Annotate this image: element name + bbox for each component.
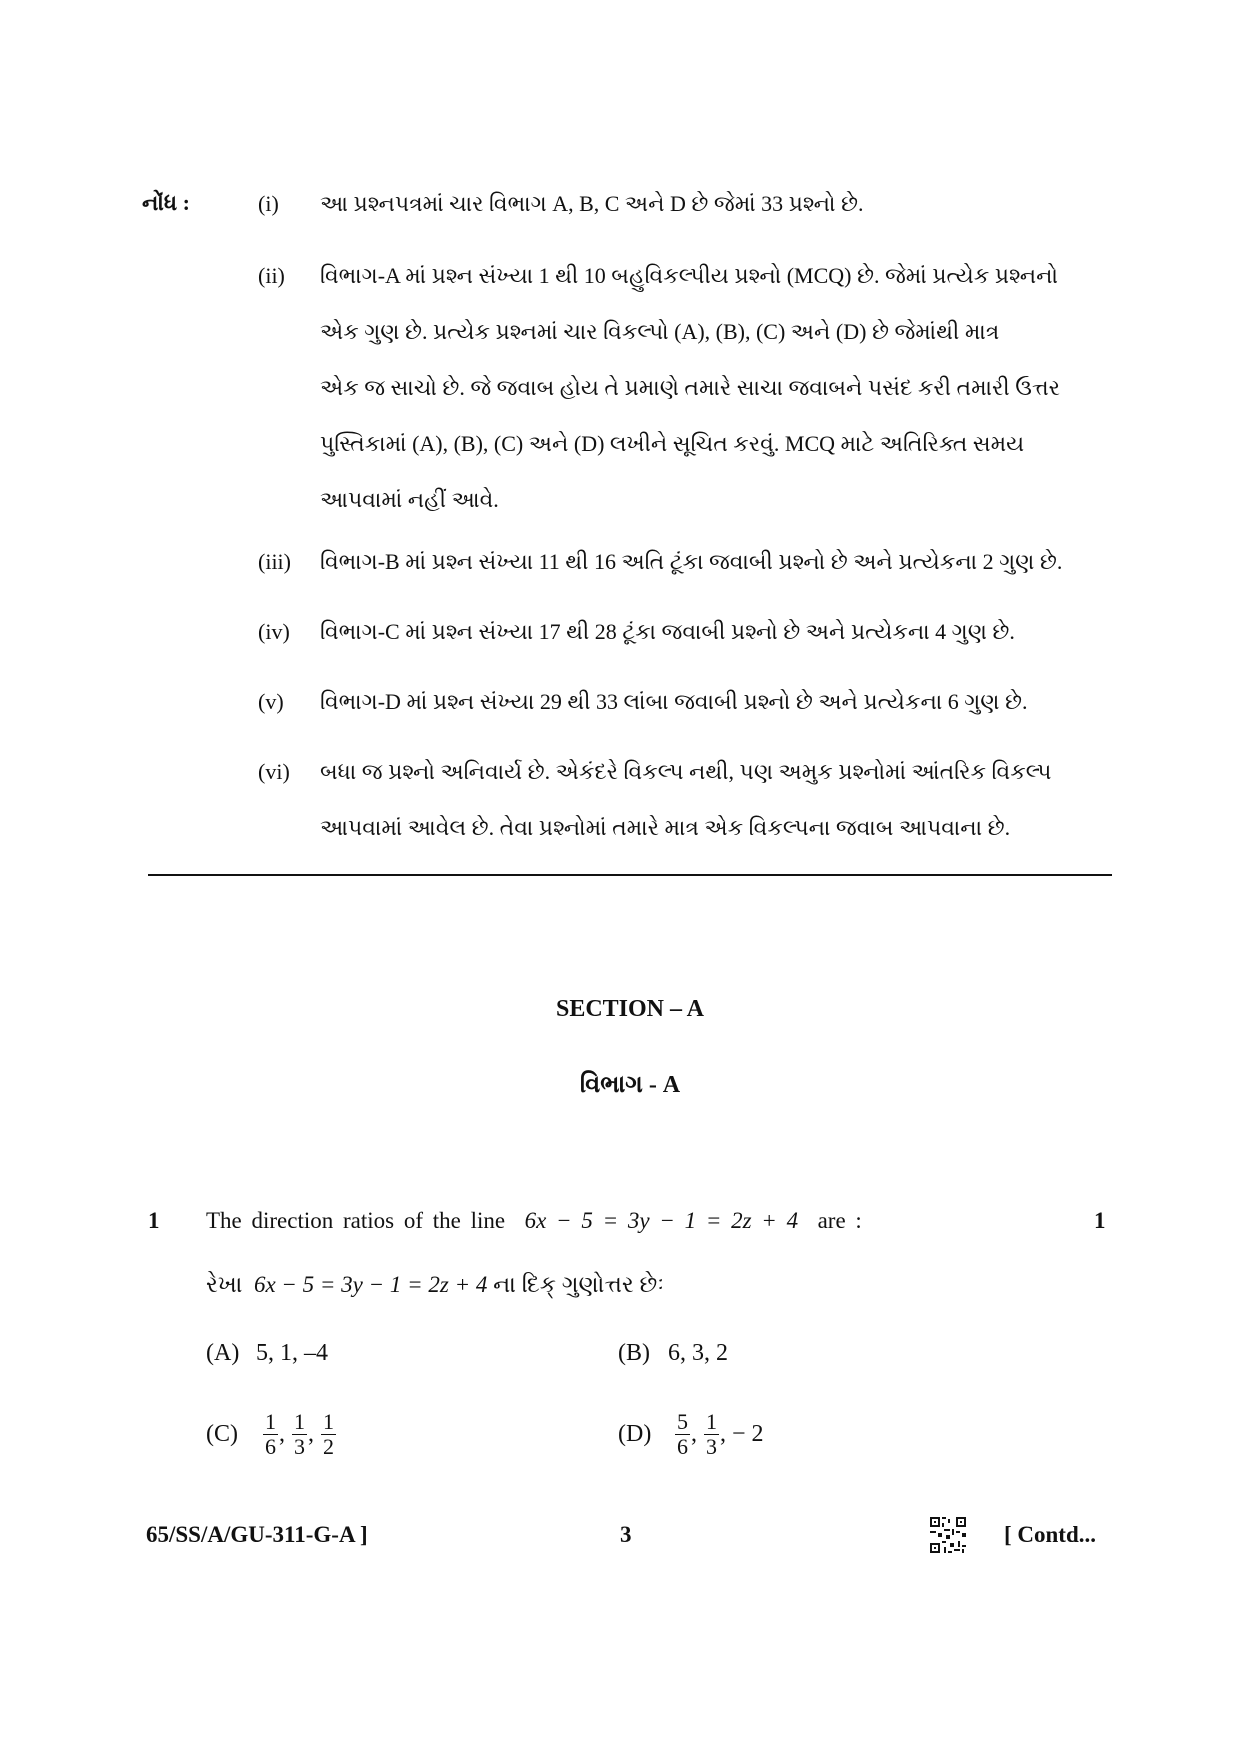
note-number: (vi) (258, 759, 290, 784)
continued-label: [ Contd... (1004, 1522, 1097, 1547)
section-title: SECTION – A (555, 996, 705, 1022)
option-label: (D) (618, 1421, 652, 1447)
note-line: આ પ્રશ્નપત્રમાં ચાર વિભાગ A, B, C અને D છે જેમાં 33 પ્રશ્નો છે. (320, 191, 864, 216)
option-a (206, 1340, 328, 1367)
note-item-1 (258, 176, 1128, 232)
question-number: 1 (148, 1208, 160, 1233)
note-line: આપવામાં નહીં આવે. (320, 487, 499, 512)
question-gu-before: રેખા (206, 1272, 243, 1297)
note-number: (iii) (258, 549, 291, 574)
note-number: (v) (258, 689, 284, 714)
note-line: વિભાગ-B માં પ્રશ્ન સંખ્યા 11 થી 16 અતિ ટૂંકા જવાબી પ્રશ્નો છે અને પ્રત્યેકના 2 ગુણ છે. (320, 549, 1063, 574)
fraction: $\frac{1}{3}$ (706, 1409, 717, 1459)
question-text (206, 1208, 862, 1234)
fraction: $\frac{1}{6}$ (265, 1409, 276, 1459)
note-line: પુસ્તિકામાં (A), (B), (C) અને (D) લખીને સૂચિત કરવું. MCQ માટે અતિરિક્ત સમય (320, 431, 1025, 456)
fraction: $\frac{1}{2}$ (323, 1409, 334, 1459)
option-label: (A) (206, 1340, 240, 1366)
option-d: (D) $\frac{5}{6}$ , $\frac{1}{3}$ , − 2 (618, 1409, 764, 1459)
question-gu-equation: 6x − 5 = 3y − 1 = 2z + 4 (253, 1272, 488, 1297)
option-b (618, 1340, 728, 1367)
option-label: (C) (206, 1421, 238, 1447)
note-item-3 (258, 534, 1128, 590)
note-item-2 (258, 248, 1128, 528)
qr-code-icon (928, 1515, 968, 1555)
option-tail: − 2 (732, 1421, 764, 1447)
note-line: એક જ સાચો છે. જે જવાબ હોય તે પ્રમાણે તમારે સાચા જવાબને પસંદ કરી તમારી ઉત્તર (320, 375, 1061, 400)
question-marks: 1 (1094, 1208, 1106, 1233)
divider-rule (148, 874, 1112, 876)
question-text-after: are : (817, 1208, 862, 1233)
note-line: એક ગુણ છે. પ્રત્યેક પ્રશ્નમાં ચાર વિકલ્પો (A), (B), (C) અને (D) છે જેમાંથી માત્ર (320, 319, 1000, 344)
section-subtitle: વિભાગ - A (579, 1072, 681, 1098)
paper-code: 65/SS/A/GU-311-G-A ] (146, 1522, 368, 1547)
note-number: (i) (258, 191, 279, 216)
option-value: 5, 1, –4 (256, 1340, 328, 1366)
note-line: બધા જ પ્રશ્નો અનિવાર્ય છે. એકંદરે વિકલ્પ નથી, પણ અમુક પ્રશ્નોમાં આંતરિક વિકલ્પ (320, 759, 1052, 784)
question-equation: 6x − 5 = 3y − 1 = 2z + 4 (524, 1208, 799, 1233)
note-label: નોંધ : (142, 190, 190, 215)
note-item-5 (258, 674, 1128, 730)
question-gu-after: ના દિક્ ગુણોત્તર છેઃ (493, 1272, 664, 1297)
question-text-before: The direction ratios of the line (206, 1208, 506, 1233)
note-number: (ii) (258, 263, 285, 288)
fraction: $\frac{5}{6}$ (677, 1409, 688, 1459)
note-number: (iv) (258, 619, 290, 644)
fraction: $\frac{1}{3}$ (294, 1409, 305, 1459)
option-c: (C) $\frac{1}{6}$ , $\frac{1}{3}$ , $\frac{1}{2}$ (206, 1409, 334, 1459)
note-item-4 (258, 604, 1128, 660)
note-line: વિભાગ-C માં પ્રશ્ન સંખ્યા 17 થી 28 ટૂંકા જવાબી પ્રશ્નો છે અને પ્રત્યેકના 4 ગુણ છે. (320, 619, 1015, 644)
option-value: 6, 3, 2 (668, 1340, 728, 1366)
note-item-6 (258, 744, 1128, 856)
page-number: 3 (620, 1522, 632, 1547)
note-line: આપવામાં આવેલ છે. તેવા પ્રશ્નોમાં તમારે માત્ર એક વિકલ્પના જવાબ આપવાના છે. (320, 815, 1011, 840)
note-line: વિભાગ-A માં પ્રશ્ન સંખ્યા 1 થી 10 બહુવિકલ્પીય પ્રશ્નો (MCQ) છે. જેમાં પ્રત્યેક પ્રશ્નનો (320, 263, 1059, 288)
option-label: (B) (618, 1340, 650, 1366)
note-line: વિભાગ-D માં પ્રશ્ન સંખ્યા 29 થી 33 લાંબા જવાબી પ્રશ્નો છે અને પ્રત્યેકના 6 ગુણ છે. (320, 689, 1028, 714)
question-text-gujarati (206, 1272, 664, 1298)
